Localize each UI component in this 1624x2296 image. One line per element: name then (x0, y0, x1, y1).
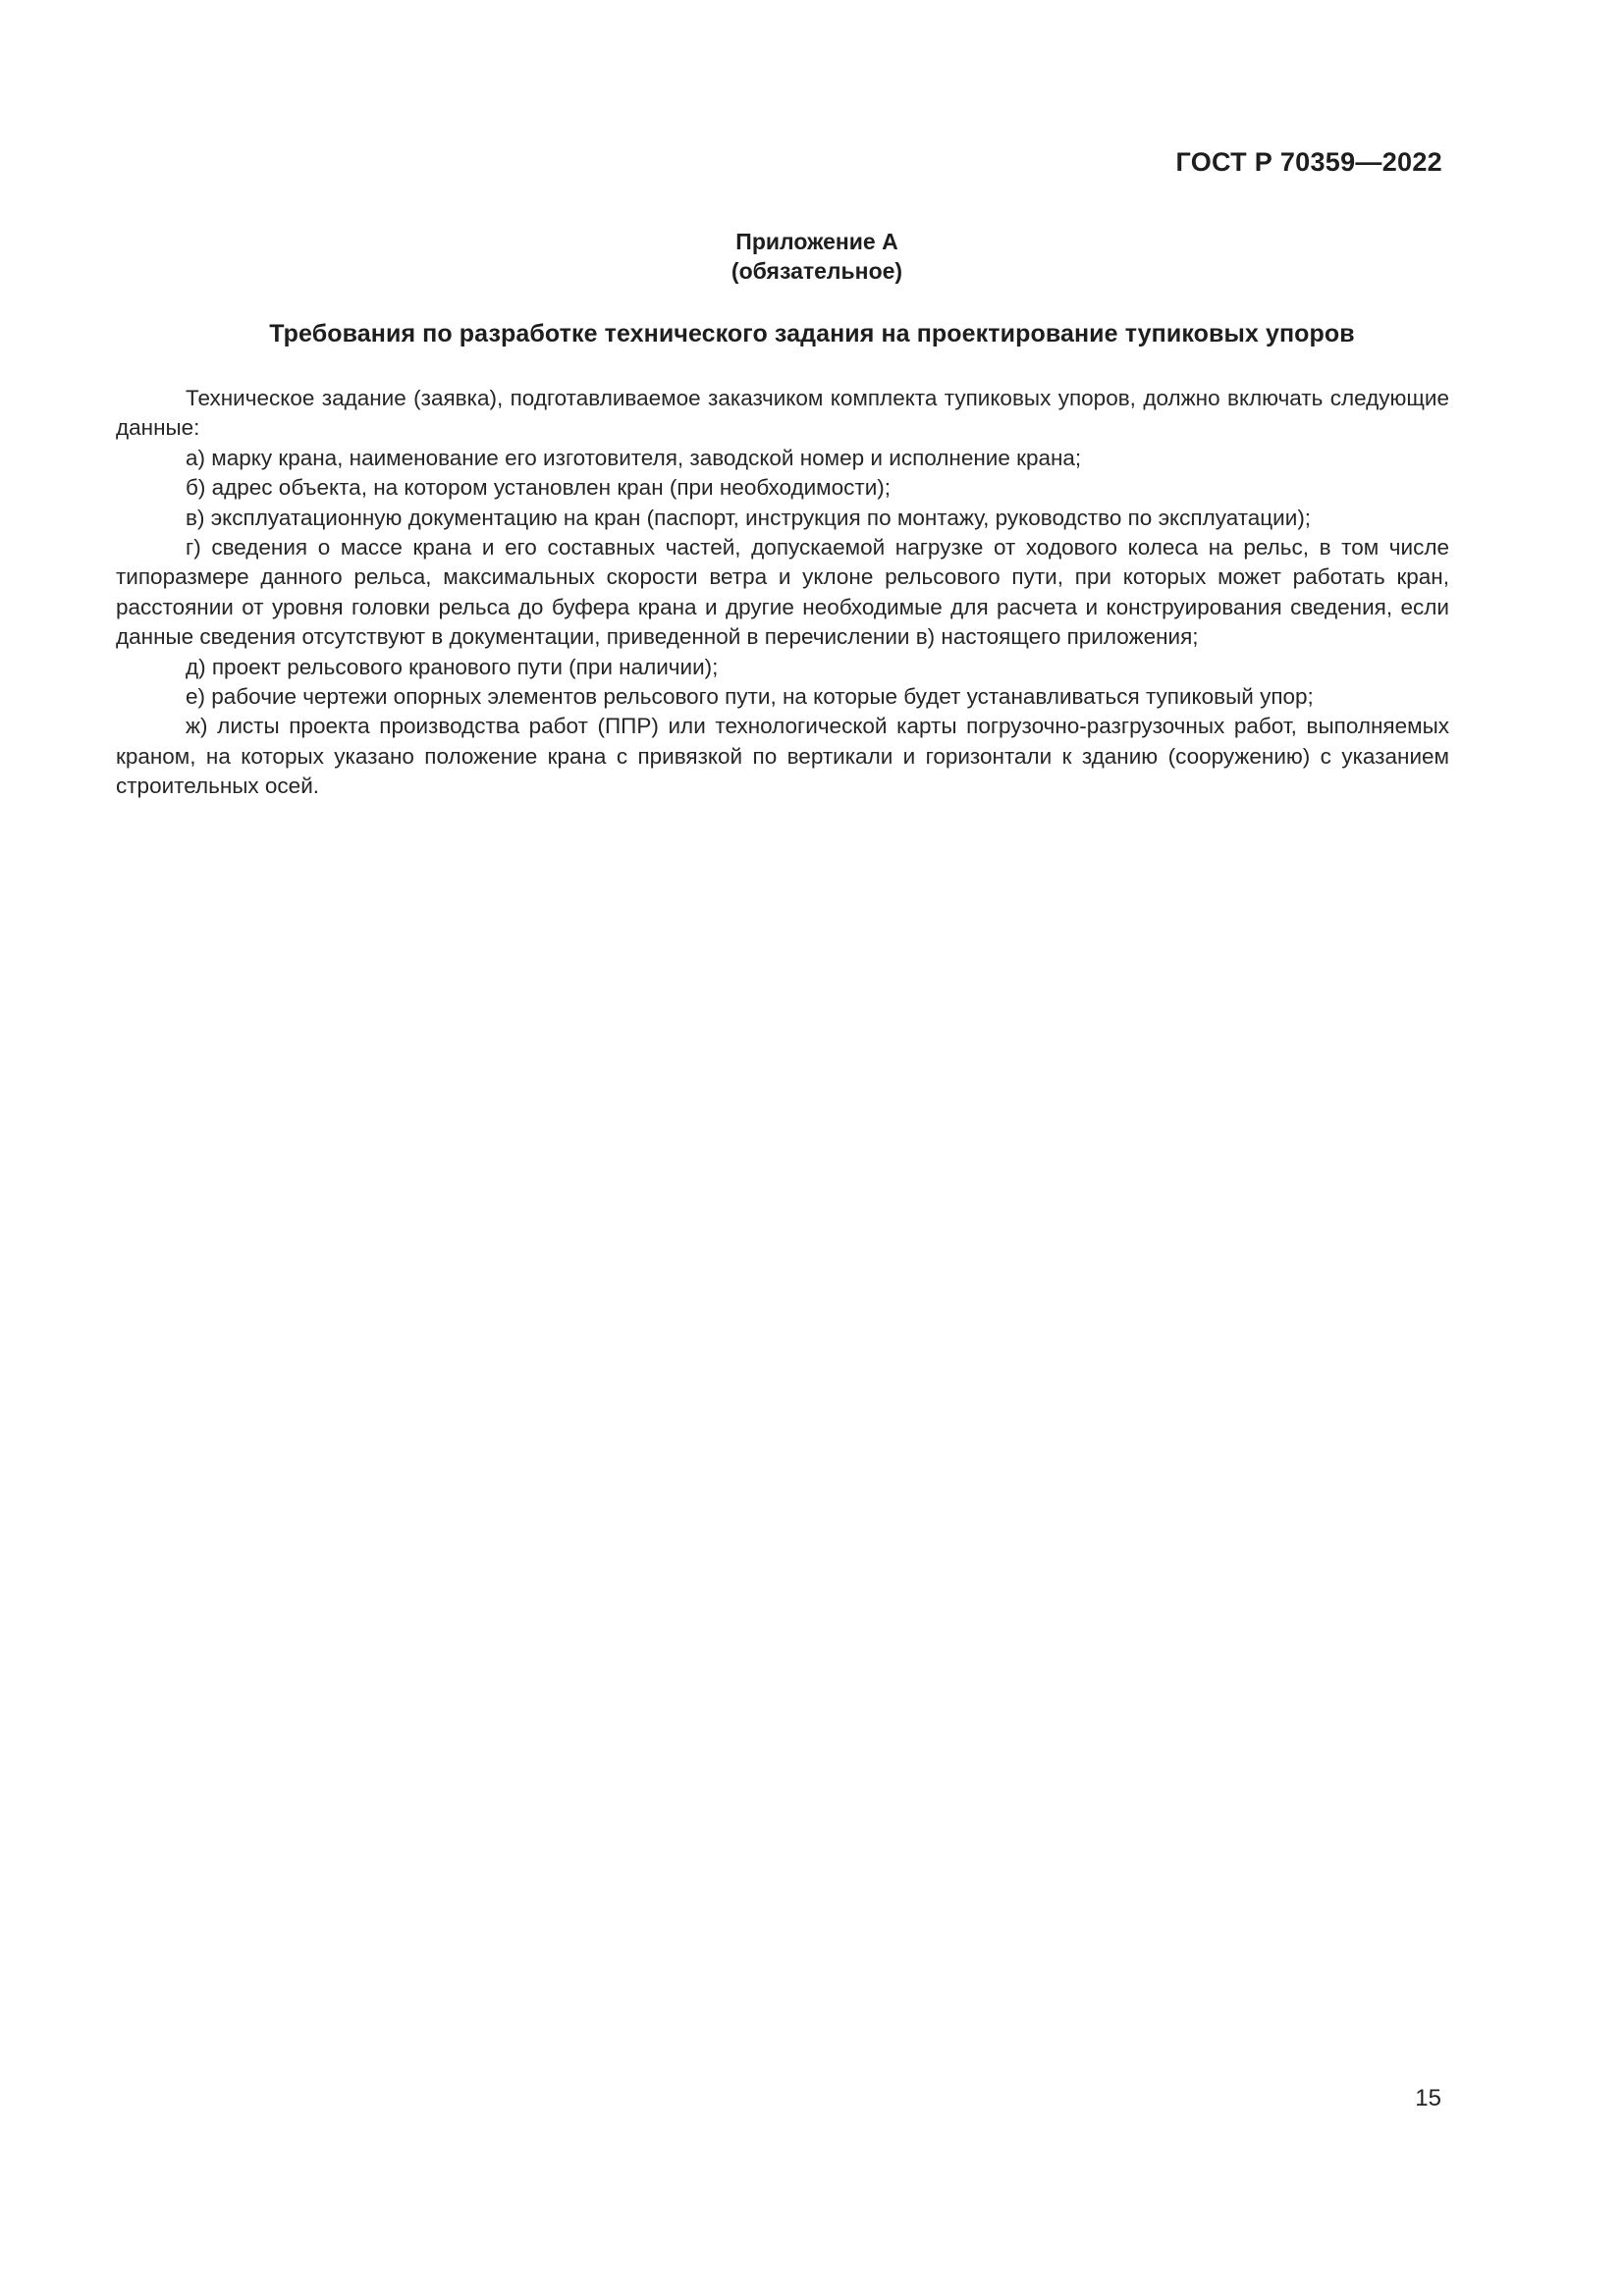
list-item: б) адрес объекта, на котором установлен кран (при необходимости); (186, 475, 892, 501)
list-item: д) проект рельсового кранового пути (при наличии); (186, 654, 719, 679)
list-item: ж) листы проекта производства работ (ППР) или технологической карты погрузочно-разгрузочных работ, выполняемых краном, на которых указано положение крана с привязкой по вертикали и горизонтали к зданию (сооружению) с указанием строительных осей. (116, 714, 1449, 799)
list-item: г) сведения о массе крана и его составных частей, допускаемой нагрузке от ходового колеса на рельс, в том числе типоразмере данного рельса, максимальных скорости ветра и уклоне рельсового пути, при которых может работать кран, расстоянии от уровня головки рельса до буфера крана и другие необходимые для расчета и конструирования сведения, если данные сведения отсутствуют в документации, приведенной в перечислении в) настоящего приложения; (116, 535, 1449, 650)
intro-paragraph: Техническое задание (заявка), подготавливаемое заказчиком комплекта тупиковых упоров, должно включать следующие данные: (116, 386, 1449, 441)
body-text (116, 384, 1449, 802)
document-code: ГОСТ Р 70359—2022 (1175, 147, 1442, 177)
section-title: Требования по разработке технического задания на проектирование тупиковых упоров (269, 320, 1355, 347)
list-item: а) марку крана, наименование его изготовителя, заводской номер и исполнение крана; (186, 445, 1082, 470)
list-item: в) эксплуатационную документацию на кран (паспорт, инструкция по монтажу, руководство по эксплуатации); (186, 505, 1312, 530)
appendix-title: Приложение А (735, 229, 898, 254)
appendix-heading (0, 227, 1624, 286)
page-number: 15 (1415, 2085, 1441, 2111)
list-item: е) рабочие чертежи опорных элементов рельсового пути, на которые будет устанавливаться тупиковый упор; (186, 684, 1314, 710)
appendix-status: (обязательное) (731, 258, 903, 284)
